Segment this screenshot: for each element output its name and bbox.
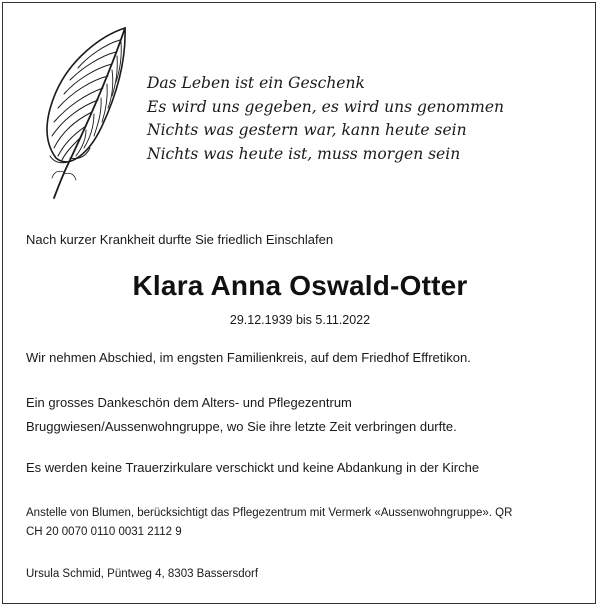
thanks-paragraph [26, 391, 457, 439]
intro-text: Nach kurzer Krankheit durfte Sie friedlich Einschlafen [26, 232, 334, 247]
contact-address: Ursula Schmid, Püntweg 4, 8303 Bassersdorf [26, 568, 259, 580]
farewell-text: Wir nehmen Abschied, im engsten Familienkreis, auf dem Friedhof Effretikon. [26, 350, 471, 365]
donation-iban: CH 20 0070 0110 0031 2112 9 [26, 526, 182, 538]
notice-paragraph [26, 456, 479, 480]
donation-note [26, 504, 512, 542]
farewell-paragraph [26, 346, 471, 370]
thanks-line: Ein grosses Dankeschön dem Alters- und Pflegezentrum [26, 395, 352, 410]
poem-line: Das Leben ist ein Geschenk [147, 74, 365, 92]
deceased-name: Klara Anna Oswald-Otter [132, 270, 468, 301]
notice-text: Es werden keine Trauerzirkulare verschickt und keine Abdankung in der Kirche [26, 460, 480, 475]
poem-line: Es wird uns gegeben, es wird uns genommen [147, 97, 504, 116]
thanks-line: Bruggwiesen/Aussenwohngruppe, wo Sie ihre letzte Zeit verbringen durfte. [26, 419, 457, 434]
poem [147, 72, 504, 166]
poem-line: Nichts was heute ist, muss morgen sein [147, 144, 461, 163]
feather-icon [30, 22, 130, 207]
poem-line: Nichts was gestern war, kann heute sein [147, 121, 467, 139]
life-dates: 29.12.1939 bis 5.11.2022 [229, 313, 371, 327]
donation-line: Anstelle von Blumen, berücksichtigt das Pflegezentrum mit Vermerk «Aussenwohngruppe». QR [26, 507, 513, 519]
